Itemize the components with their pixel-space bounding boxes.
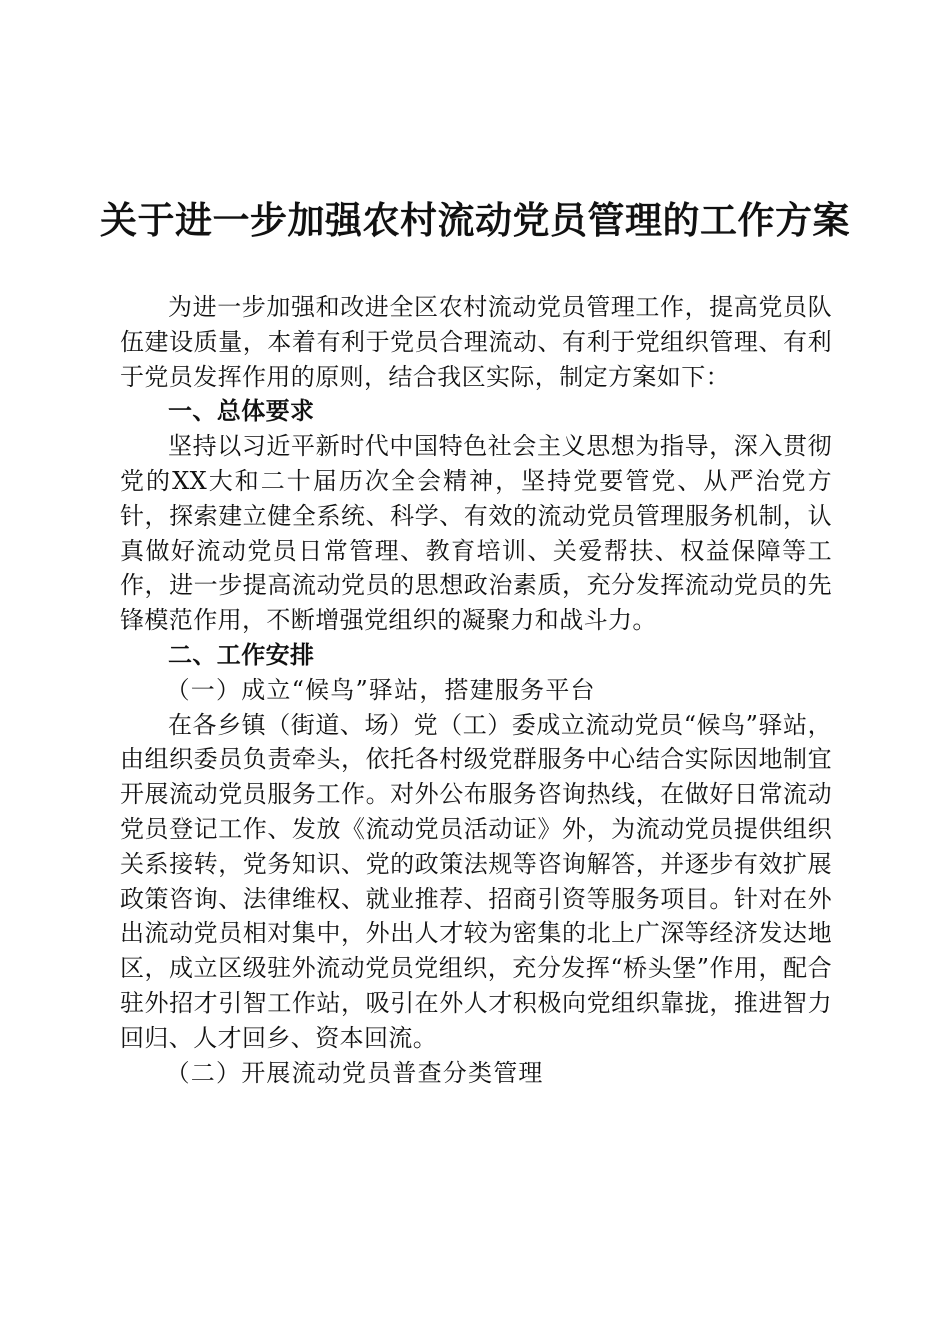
section-heading-overall-requirements: 一、总体要求 xyxy=(168,396,315,426)
station-paragraph: 在各乡镇（街道、场）党（工）委成立流动党员“候鸟”驿站，由组织委员负责牵头，依托各村级党群服务中心结合实际因地制宜开展流动党员服务工作。对外公布服务咨询热线，在做好日常流动党员登记工作、发放《流动党员活动证》外，为流动党员提供组织关系接转，党务知识、党的政策法规等咨询解答，并逐步有效扩展政策咨询、法律维权、就业推荐、招商引资等服务项目。针对在外出流动党员相对集中，外出人才较为密集的北上广深等经济发达地区，成立区级驻外流动党员党组织，充分发挥“桥头堡”作用，配合驻外招才引智工作站，吸引在外人才积极向党组织靠拢，推进智力回归、人才回乡、资本回流。 xyxy=(120,710,832,1052)
document-body xyxy=(120,290,832,1090)
subsection-heading-census: （二）开展流动党员普查分类管理 xyxy=(165,1058,544,1087)
document-title: 关于进一步加强农村流动党员管理的工作方案 xyxy=(100,198,850,242)
intro-paragraph: 为进一步加强和改进全区农村流动党员管理工作，提高党员队伍建设质量，本着有利于党员合理流动、有利于党组织管理、有利于党员发挥作用的原则，结合我区实际，制定方案如下： xyxy=(120,293,832,391)
subsection-heading-station: （一）成立“候鸟”驿站，搭建服务平台 xyxy=(165,675,596,704)
overall-requirements-paragraph: 坚持以习近平新时代中国特色社会主义思想为指导，深入贯彻党的XX大和二十届历次全会精神，坚持党要管党、从严治党方针，探索建立健全系统、科学、有效的流动党员管理服务机制，认真做好流动党员日常管理、教育培训、关爱帮扶、权益保障等工作，进一步提高流动党员的思想政治素质，充分发挥流动党员的先锋模范作用，不断增强党组织的凝聚力和战斗力。 xyxy=(120,432,832,635)
section-heading-work-arrangement: 二、工作安排 xyxy=(168,639,315,669)
